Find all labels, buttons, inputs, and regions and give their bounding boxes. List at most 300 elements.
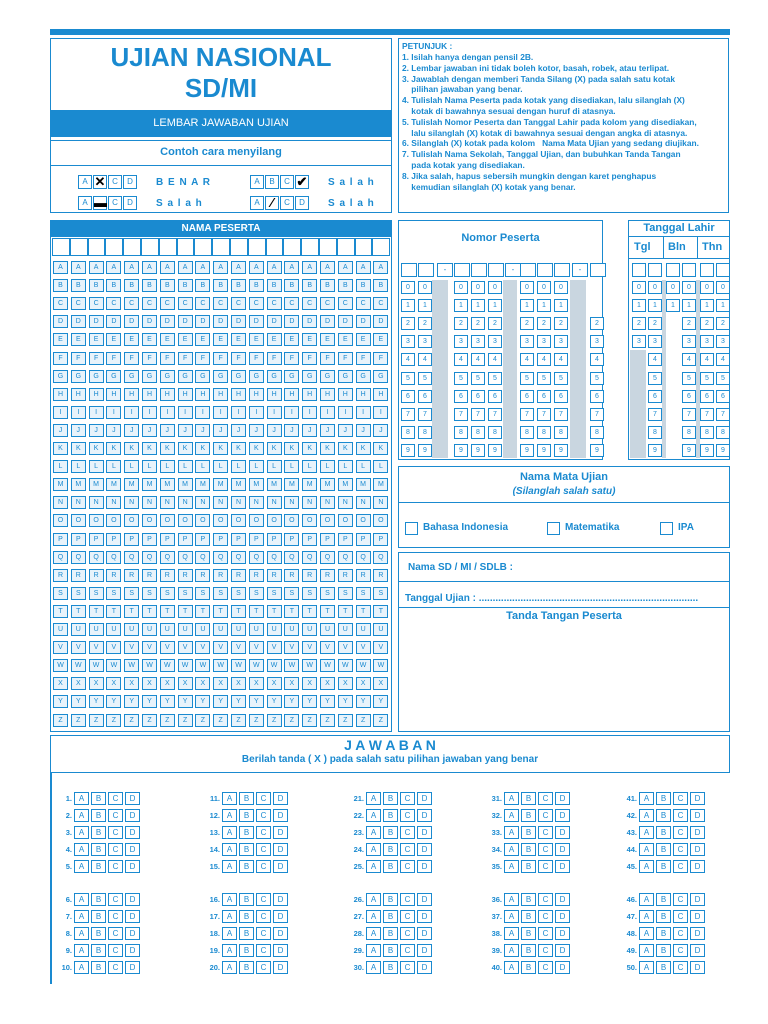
- answer-choice-box[interactable]: A: [74, 843, 89, 856]
- name-letter-box[interactable]: S: [71, 587, 86, 600]
- name-letter-box[interactable]: Z: [320, 714, 335, 727]
- name-letter-box[interactable]: K: [178, 442, 193, 455]
- answer-choice-box[interactable]: C: [256, 893, 271, 906]
- name-letter-box[interactable]: C: [178, 297, 193, 310]
- name-letter-box[interactable]: E: [142, 333, 157, 346]
- nomor-write-box[interactable]: [590, 263, 606, 277]
- name-letter-box[interactable]: M: [284, 478, 299, 491]
- answer-choice-box[interactable]: A: [366, 910, 381, 923]
- nomor-digit-box[interactable]: 7: [537, 408, 551, 421]
- name-letter-box[interactable]: O: [142, 514, 157, 527]
- name-letter-box[interactable]: H: [106, 388, 121, 401]
- name-letter-box[interactable]: P: [106, 533, 121, 546]
- name-write-box[interactable]: [337, 238, 355, 256]
- name-letter-box[interactable]: J: [71, 424, 86, 437]
- name-letter-box[interactable]: G: [356, 370, 371, 383]
- name-letter-box[interactable]: A: [160, 261, 175, 274]
- nomor-write-box[interactable]: [401, 263, 417, 277]
- name-letter-box[interactable]: J: [160, 424, 175, 437]
- name-letter-box[interactable]: V: [356, 641, 371, 654]
- name-letter-box[interactable]: I: [231, 406, 246, 419]
- nomor-digit-box[interactable]: 8: [418, 426, 432, 439]
- name-letter-box[interactable]: W: [213, 659, 228, 672]
- name-letter-box[interactable]: G: [178, 370, 193, 383]
- name-letter-box[interactable]: F: [373, 352, 388, 365]
- answer-choice-box[interactable]: D: [555, 860, 570, 873]
- answer-choice-box[interactable]: B: [521, 826, 536, 839]
- name-letter-box[interactable]: E: [106, 333, 121, 346]
- name-letter-box[interactable]: R: [320, 569, 335, 582]
- name-letter-box[interactable]: Q: [302, 551, 317, 564]
- name-letter-box[interactable]: N: [320, 496, 335, 509]
- answer-choice-box[interactable]: B: [91, 944, 106, 957]
- answer-choice-box[interactable]: C: [256, 792, 271, 805]
- name-letter-box[interactable]: E: [71, 333, 86, 346]
- name-letter-box[interactable]: X: [338, 677, 353, 690]
- nomor-digit-box[interactable]: 3: [537, 335, 551, 348]
- name-letter-box[interactable]: N: [124, 496, 139, 509]
- name-letter-box[interactable]: Y: [106, 695, 121, 708]
- tanggal-digit-box[interactable]: 1: [632, 299, 646, 312]
- answer-choice-box[interactable]: B: [656, 843, 671, 856]
- name-letter-box[interactable]: F: [231, 352, 246, 365]
- answer-choice-box[interactable]: A: [74, 860, 89, 873]
- answer-choice-box[interactable]: A: [222, 961, 237, 974]
- answer-choice-box[interactable]: C: [400, 910, 415, 923]
- name-letter-box[interactable]: W: [373, 659, 388, 672]
- name-letter-box[interactable]: V: [53, 641, 68, 654]
- name-letter-box[interactable]: H: [195, 388, 210, 401]
- name-letter-box[interactable]: S: [284, 587, 299, 600]
- name-letter-box[interactable]: K: [302, 442, 317, 455]
- answer-choice-box[interactable]: A: [74, 944, 89, 957]
- answer-choice-box[interactable]: D: [417, 961, 432, 974]
- name-letter-box[interactable]: K: [373, 442, 388, 455]
- name-letter-box[interactable]: V: [302, 641, 317, 654]
- nomor-digit-box[interactable]: 2: [520, 317, 534, 330]
- name-letter-box[interactable]: Q: [160, 551, 175, 564]
- tanggal-digit-box[interactable]: 7: [716, 408, 730, 421]
- answer-choice-box[interactable]: A: [366, 961, 381, 974]
- answer-choice-box[interactable]: A: [639, 860, 654, 873]
- tanggal-digit-box[interactable]: 6: [700, 390, 714, 403]
- name-letter-box[interactable]: K: [320, 442, 335, 455]
- name-letter-box[interactable]: P: [373, 533, 388, 546]
- answer-choice-box[interactable]: A: [639, 910, 654, 923]
- name-letter-box[interactable]: V: [71, 641, 86, 654]
- answer-choice-box[interactable]: B: [239, 927, 254, 940]
- answer-choice-box[interactable]: B: [521, 792, 536, 805]
- name-letter-box[interactable]: C: [373, 297, 388, 310]
- name-letter-box[interactable]: O: [338, 514, 353, 527]
- name-letter-box[interactable]: C: [213, 297, 228, 310]
- name-letter-box[interactable]: B: [89, 279, 104, 292]
- name-letter-box[interactable]: X: [142, 677, 157, 690]
- name-letter-box[interactable]: J: [142, 424, 157, 437]
- nomor-digit-box[interactable]: 8: [488, 426, 502, 439]
- name-letter-box[interactable]: Y: [338, 695, 353, 708]
- answer-choice-box[interactable]: D: [125, 893, 140, 906]
- answer-choice-box[interactable]: D: [690, 792, 705, 805]
- name-letter-box[interactable]: J: [284, 424, 299, 437]
- name-letter-box[interactable]: O: [373, 514, 388, 527]
- name-letter-box[interactable]: Y: [71, 695, 86, 708]
- name-letter-box[interactable]: C: [71, 297, 86, 310]
- tanggal-digit-box[interactable]: 0: [666, 281, 680, 294]
- name-letter-box[interactable]: A: [89, 261, 104, 274]
- name-letter-box[interactable]: V: [231, 641, 246, 654]
- name-letter-box[interactable]: Q: [142, 551, 157, 564]
- name-letter-box[interactable]: X: [124, 677, 139, 690]
- answer-choice-box[interactable]: C: [256, 843, 271, 856]
- name-letter-box[interactable]: T: [178, 605, 193, 618]
- answer-choice-box[interactable]: B: [383, 961, 398, 974]
- name-letter-box[interactable]: C: [160, 297, 175, 310]
- name-letter-box[interactable]: Q: [267, 551, 282, 564]
- answer-choice-box[interactable]: D: [555, 792, 570, 805]
- name-letter-box[interactable]: Y: [142, 695, 157, 708]
- name-letter-box[interactable]: F: [302, 352, 317, 365]
- name-letter-box[interactable]: K: [213, 442, 228, 455]
- name-letter-box[interactable]: W: [284, 659, 299, 672]
- name-letter-box[interactable]: Y: [373, 695, 388, 708]
- name-letter-box[interactable]: T: [249, 605, 264, 618]
- name-letter-box[interactable]: O: [106, 514, 121, 527]
- name-letter-box[interactable]: A: [195, 261, 210, 274]
- nomor-digit-box[interactable]: 1: [488, 299, 502, 312]
- nomor-digit-box[interactable]: 0: [520, 281, 534, 294]
- name-letter-box[interactable]: M: [142, 478, 157, 491]
- tanggal-digit-box[interactable]: 2: [648, 317, 662, 330]
- name-letter-box[interactable]: Q: [124, 551, 139, 564]
- name-letter-box[interactable]: N: [249, 496, 264, 509]
- nomor-digit-box[interactable]: 0: [471, 281, 485, 294]
- tanggal-digit-box[interactable]: 1: [700, 299, 714, 312]
- name-letter-box[interactable]: W: [249, 659, 264, 672]
- name-letter-box[interactable]: D: [124, 315, 139, 328]
- name-letter-box[interactable]: Y: [231, 695, 246, 708]
- answer-choice-box[interactable]: B: [383, 843, 398, 856]
- answer-choice-box[interactable]: D: [555, 961, 570, 974]
- nomor-digit-box[interactable]: 6: [401, 390, 415, 403]
- name-letter-box[interactable]: G: [71, 370, 86, 383]
- name-letter-box[interactable]: H: [178, 388, 193, 401]
- answer-choice-box[interactable]: D: [417, 910, 432, 923]
- name-letter-box[interactable]: O: [249, 514, 264, 527]
- name-letter-box[interactable]: D: [249, 315, 264, 328]
- answer-choice-box[interactable]: D: [417, 944, 432, 957]
- answer-choice-box[interactable]: A: [639, 893, 654, 906]
- answer-choice-box[interactable]: B: [521, 944, 536, 957]
- name-letter-box[interactable]: T: [267, 605, 282, 618]
- nomor-digit-box[interactable]: 0: [554, 281, 568, 294]
- name-letter-box[interactable]: N: [160, 496, 175, 509]
- answer-choice-box[interactable]: B: [383, 809, 398, 822]
- name-letter-box[interactable]: C: [195, 297, 210, 310]
- tanggal-digit-box[interactable]: 4: [700, 353, 714, 366]
- name-letter-box[interactable]: J: [338, 424, 353, 437]
- nomor-digit-box[interactable]: 4: [454, 353, 468, 366]
- answer-choice-box[interactable]: C: [108, 826, 123, 839]
- name-letter-box[interactable]: Z: [267, 714, 282, 727]
- name-letter-box[interactable]: U: [267, 623, 282, 636]
- name-letter-box[interactable]: C: [338, 297, 353, 310]
- tanggal-digit-box[interactable]: 8: [700, 426, 714, 439]
- name-letter-box[interactable]: T: [213, 605, 228, 618]
- nomor-digit-box[interactable]: 6: [554, 390, 568, 403]
- name-letter-box[interactable]: U: [71, 623, 86, 636]
- name-letter-box[interactable]: I: [178, 406, 193, 419]
- name-letter-box[interactable]: N: [106, 496, 121, 509]
- name-letter-box[interactable]: G: [373, 370, 388, 383]
- name-letter-box[interactable]: O: [267, 514, 282, 527]
- name-write-box[interactable]: [52, 238, 70, 256]
- name-letter-box[interactable]: P: [71, 533, 86, 546]
- tanggal-digit-box[interactable]: 3: [632, 335, 646, 348]
- name-letter-box[interactable]: L: [231, 460, 246, 473]
- answer-choice-box[interactable]: B: [656, 910, 671, 923]
- name-letter-box[interactable]: A: [142, 261, 157, 274]
- name-letter-box[interactable]: N: [195, 496, 210, 509]
- name-letter-box[interactable]: A: [338, 261, 353, 274]
- nomor-digit-box[interactable]: 6: [590, 390, 604, 403]
- name-letter-box[interactable]: J: [53, 424, 68, 437]
- answer-choice-box[interactable]: D: [273, 927, 288, 940]
- name-letter-box[interactable]: I: [195, 406, 210, 419]
- tanggal-digit-box[interactable]: 3: [716, 335, 730, 348]
- name-letter-box[interactable]: S: [195, 587, 210, 600]
- name-letter-box[interactable]: M: [356, 478, 371, 491]
- nomor-digit-box[interactable]: 7: [401, 408, 415, 421]
- name-letter-box[interactable]: L: [356, 460, 371, 473]
- answer-choice-box[interactable]: D: [555, 843, 570, 856]
- name-letter-box[interactable]: H: [267, 388, 282, 401]
- name-letter-box[interactable]: V: [160, 641, 175, 654]
- name-letter-box[interactable]: K: [71, 442, 86, 455]
- name-letter-box[interactable]: B: [249, 279, 264, 292]
- name-letter-box[interactable]: T: [71, 605, 86, 618]
- name-letter-box[interactable]: D: [302, 315, 317, 328]
- name-letter-box[interactable]: Z: [284, 714, 299, 727]
- answer-choice-box[interactable]: D: [273, 961, 288, 974]
- nomor-write-box[interactable]: [488, 263, 504, 277]
- name-letter-box[interactable]: I: [249, 406, 264, 419]
- name-letter-box[interactable]: N: [178, 496, 193, 509]
- name-letter-box[interactable]: J: [231, 424, 246, 437]
- name-letter-box[interactable]: O: [195, 514, 210, 527]
- nomor-digit-box[interactable]: 9: [471, 444, 485, 457]
- nomor-digit-box[interactable]: 0: [401, 281, 415, 294]
- name-letter-box[interactable]: Q: [106, 551, 121, 564]
- answer-choice-box[interactable]: A: [639, 961, 654, 974]
- name-letter-box[interactable]: G: [231, 370, 246, 383]
- name-letter-box[interactable]: I: [338, 406, 353, 419]
- name-letter-box[interactable]: N: [338, 496, 353, 509]
- name-letter-box[interactable]: S: [338, 587, 353, 600]
- name-letter-box[interactable]: F: [249, 352, 264, 365]
- nomor-digit-box[interactable]: 0: [537, 281, 551, 294]
- answer-choice-box[interactable]: B: [383, 792, 398, 805]
- name-letter-box[interactable]: I: [302, 406, 317, 419]
- answer-choice-box[interactable]: C: [400, 961, 415, 974]
- name-letter-box[interactable]: V: [106, 641, 121, 654]
- nomor-write-box[interactable]: [554, 263, 570, 277]
- name-letter-box[interactable]: H: [53, 388, 68, 401]
- name-letter-box[interactable]: B: [195, 279, 210, 292]
- tanggal-digit-box[interactable]: 8: [648, 426, 662, 439]
- answer-choice-box[interactable]: A: [639, 809, 654, 822]
- name-letter-box[interactable]: Q: [178, 551, 193, 564]
- name-letter-box[interactable]: X: [267, 677, 282, 690]
- name-letter-box[interactable]: G: [89, 370, 104, 383]
- name-letter-box[interactable]: Y: [302, 695, 317, 708]
- answer-choice-box[interactable]: B: [239, 961, 254, 974]
- answer-choice-box[interactable]: C: [538, 843, 553, 856]
- name-letter-box[interactable]: C: [106, 297, 121, 310]
- name-letter-box[interactable]: V: [373, 641, 388, 654]
- name-letter-box[interactable]: X: [284, 677, 299, 690]
- name-letter-box[interactable]: U: [106, 623, 121, 636]
- name-letter-box[interactable]: R: [124, 569, 139, 582]
- name-letter-box[interactable]: P: [356, 533, 371, 546]
- name-letter-box[interactable]: J: [320, 424, 335, 437]
- name-letter-box[interactable]: T: [142, 605, 157, 618]
- answer-choice-box[interactable]: D: [690, 860, 705, 873]
- name-letter-box[interactable]: D: [89, 315, 104, 328]
- nomor-digit-box[interactable]: 8: [454, 426, 468, 439]
- answer-choice-box[interactable]: D: [690, 927, 705, 940]
- name-letter-box[interactable]: H: [213, 388, 228, 401]
- name-letter-box[interactable]: H: [71, 388, 86, 401]
- name-letter-box[interactable]: K: [338, 442, 353, 455]
- name-letter-box[interactable]: A: [178, 261, 193, 274]
- answer-choice-box[interactable]: C: [256, 860, 271, 873]
- nomor-digit-box[interactable]: 4: [418, 353, 432, 366]
- name-write-box[interactable]: [159, 238, 177, 256]
- name-letter-box[interactable]: K: [356, 442, 371, 455]
- name-letter-box[interactable]: U: [142, 623, 157, 636]
- answer-choice-box[interactable]: B: [656, 809, 671, 822]
- name-letter-box[interactable]: X: [320, 677, 335, 690]
- answer-choice-box[interactable]: D: [555, 944, 570, 957]
- answer-choice-box[interactable]: B: [91, 961, 106, 974]
- name-letter-box[interactable]: M: [71, 478, 86, 491]
- name-letter-box[interactable]: W: [178, 659, 193, 672]
- name-letter-box[interactable]: U: [373, 623, 388, 636]
- answer-choice-box[interactable]: A: [366, 927, 381, 940]
- nomor-digit-box[interactable]: 3: [554, 335, 568, 348]
- nomor-digit-box[interactable]: 7: [418, 408, 432, 421]
- name-letter-box[interactable]: W: [195, 659, 210, 672]
- nomor-digit-box[interactable]: 1: [471, 299, 485, 312]
- name-write-box[interactable]: [319, 238, 337, 256]
- answer-choice-box[interactable]: C: [673, 893, 688, 906]
- name-letter-box[interactable]: M: [160, 478, 175, 491]
- name-letter-box[interactable]: E: [124, 333, 139, 346]
- name-letter-box[interactable]: R: [267, 569, 282, 582]
- answer-choice-box[interactable]: B: [656, 860, 671, 873]
- nomor-digit-box[interactable]: 7: [488, 408, 502, 421]
- name-letter-box[interactable]: S: [267, 587, 282, 600]
- nomor-write-box[interactable]: [454, 263, 470, 277]
- name-letter-box[interactable]: H: [160, 388, 175, 401]
- name-letter-box[interactable]: R: [302, 569, 317, 582]
- nomor-digit-box[interactable]: 2: [488, 317, 502, 330]
- name-letter-box[interactable]: H: [284, 388, 299, 401]
- name-letter-box[interactable]: Q: [53, 551, 68, 564]
- name-letter-box[interactable]: E: [53, 333, 68, 346]
- nomor-digit-box[interactable]: 4: [554, 353, 568, 366]
- name-letter-box[interactable]: Y: [284, 695, 299, 708]
- name-letter-box[interactable]: H: [231, 388, 246, 401]
- nomor-digit-box[interactable]: 5: [471, 372, 485, 385]
- name-letter-box[interactable]: P: [178, 533, 193, 546]
- name-letter-box[interactable]: L: [106, 460, 121, 473]
- name-letter-box[interactable]: B: [356, 279, 371, 292]
- tanggal-digit-box[interactable]: 1: [716, 299, 730, 312]
- answer-choice-box[interactable]: C: [673, 860, 688, 873]
- answer-choice-box[interactable]: B: [383, 860, 398, 873]
- nomor-digit-box[interactable]: 4: [537, 353, 551, 366]
- answer-choice-box[interactable]: B: [521, 860, 536, 873]
- name-letter-box[interactable]: F: [53, 352, 68, 365]
- name-letter-box[interactable]: R: [338, 569, 353, 582]
- nomor-digit-box[interactable]: 1: [454, 299, 468, 312]
- nomor-digit-box[interactable]: 2: [590, 317, 604, 330]
- name-letter-box[interactable]: P: [142, 533, 157, 546]
- tanggal-digit-box[interactable]: 0: [700, 281, 714, 294]
- nomor-digit-box[interactable]: 5: [488, 372, 502, 385]
- name-letter-box[interactable]: T: [338, 605, 353, 618]
- name-letter-box[interactable]: T: [124, 605, 139, 618]
- name-letter-box[interactable]: F: [71, 352, 86, 365]
- name-letter-box[interactable]: J: [213, 424, 228, 437]
- name-letter-box[interactable]: L: [302, 460, 317, 473]
- name-letter-box[interactable]: T: [373, 605, 388, 618]
- name-letter-box[interactable]: Q: [89, 551, 104, 564]
- name-letter-box[interactable]: T: [356, 605, 371, 618]
- name-letter-box[interactable]: M: [213, 478, 228, 491]
- nomor-digit-box[interactable]: 8: [554, 426, 568, 439]
- name-letter-box[interactable]: J: [302, 424, 317, 437]
- name-letter-box[interactable]: X: [302, 677, 317, 690]
- name-letter-box[interactable]: U: [249, 623, 264, 636]
- name-letter-box[interactable]: U: [356, 623, 371, 636]
- answer-choice-box[interactable]: C: [400, 927, 415, 940]
- answer-choice-box[interactable]: B: [91, 826, 106, 839]
- name-letter-box[interactable]: Y: [267, 695, 282, 708]
- name-letter-box[interactable]: G: [338, 370, 353, 383]
- name-letter-box[interactable]: S: [142, 587, 157, 600]
- name-letter-box[interactable]: O: [178, 514, 193, 527]
- name-letter-box[interactable]: Z: [356, 714, 371, 727]
- name-letter-box[interactable]: P: [231, 533, 246, 546]
- name-letter-box[interactable]: F: [338, 352, 353, 365]
- name-letter-box[interactable]: X: [356, 677, 371, 690]
- nomor-digit-box[interactable]: 5: [590, 372, 604, 385]
- name-letter-box[interactable]: J: [249, 424, 264, 437]
- nomor-write-box[interactable]: [471, 263, 487, 277]
- tanggal-digit-box[interactable]: 1: [682, 299, 696, 312]
- name-letter-box[interactable]: B: [231, 279, 246, 292]
- answer-choice-box[interactable]: C: [673, 843, 688, 856]
- name-letter-box[interactable]: T: [231, 605, 246, 618]
- name-write-box[interactable]: [355, 238, 373, 256]
- name-letter-box[interactable]: T: [53, 605, 68, 618]
- nomor-digit-box[interactable]: 7: [471, 408, 485, 421]
- name-letter-box[interactable]: M: [373, 478, 388, 491]
- name-letter-box[interactable]: C: [302, 297, 317, 310]
